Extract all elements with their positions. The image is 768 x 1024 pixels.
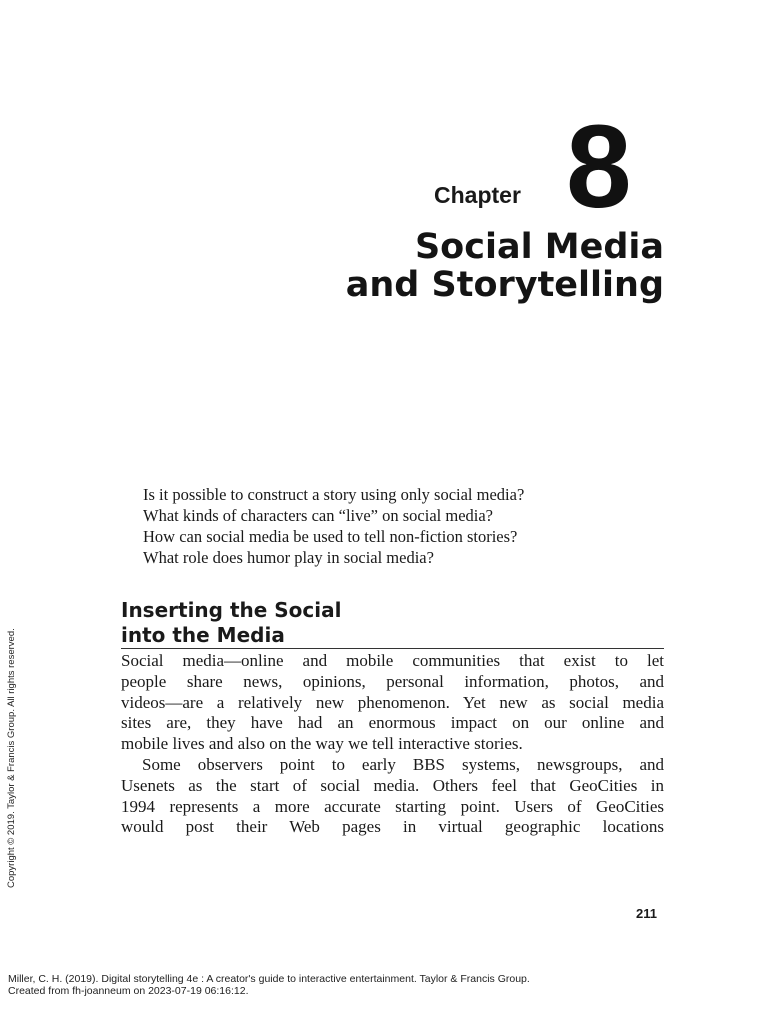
citation-line: Miller, C. H. (2019). Digital storytelling 4e : A creator's guide to interactive entertainment. Taylor & Francis Group.	[8, 973, 530, 985]
question-item: What kinds of characters can “live” on social media?	[143, 506, 494, 525]
text-line: Social media—online and mobile communities that exist to let	[121, 651, 664, 670]
chapter-questions	[143, 484, 524, 568]
chapter-title	[346, 228, 664, 304]
chapter-number: 8	[566, 101, 632, 233]
citation-line: Created from fh-joanneum on 2023-07-19 06:16:12.	[8, 984, 249, 997]
text-line: 1994 represents a more accurate starting point. Users of GeoCities	[121, 796, 664, 816]
text-line: Usenets as the start of social media. Others feel that GeoCities in	[121, 775, 664, 795]
section-divider	[121, 648, 664, 649]
chapter-label: Chapter	[434, 182, 521, 208]
chapter-title-line: Social Media	[414, 227, 664, 267]
text-line: would post their Web pages in virtual geographic locations	[121, 817, 664, 837]
chapter-title-line: and Storytelling	[345, 265, 664, 305]
text-line: videos—are a relatively new phenomenon. Yet new as social media	[121, 692, 664, 712]
section-heading-line: Inserting the Social	[121, 598, 342, 622]
paragraph	[121, 755, 664, 838]
section-heading	[121, 598, 341, 648]
body-text	[121, 651, 664, 838]
question-item: How can social media be used to tell non-fiction stories?	[143, 527, 518, 546]
question-item: What role does humor play in social media?	[143, 548, 434, 567]
paragraph	[121, 651, 664, 755]
text-line: mobile lives and also on the way we tell interactive stories.	[121, 734, 523, 754]
question-item: Is it possible to construct a story using only social media?	[143, 485, 525, 504]
citation-footer	[8, 974, 530, 997]
copyright-notice: Copyright © 2019. Taylor & Francis Group. All rights reserved.	[6, 628, 17, 888]
text-line: Some observers point to early BBS systems, newsgroups, and	[142, 754, 664, 774]
text-line: sites are, they have had an enormous impact on our online and	[121, 713, 664, 733]
text-line: people share news, opinions, personal information, photos, and	[121, 671, 664, 691]
page-number: 211	[636, 906, 657, 921]
section-heading-line: into the Media	[121, 623, 285, 647]
